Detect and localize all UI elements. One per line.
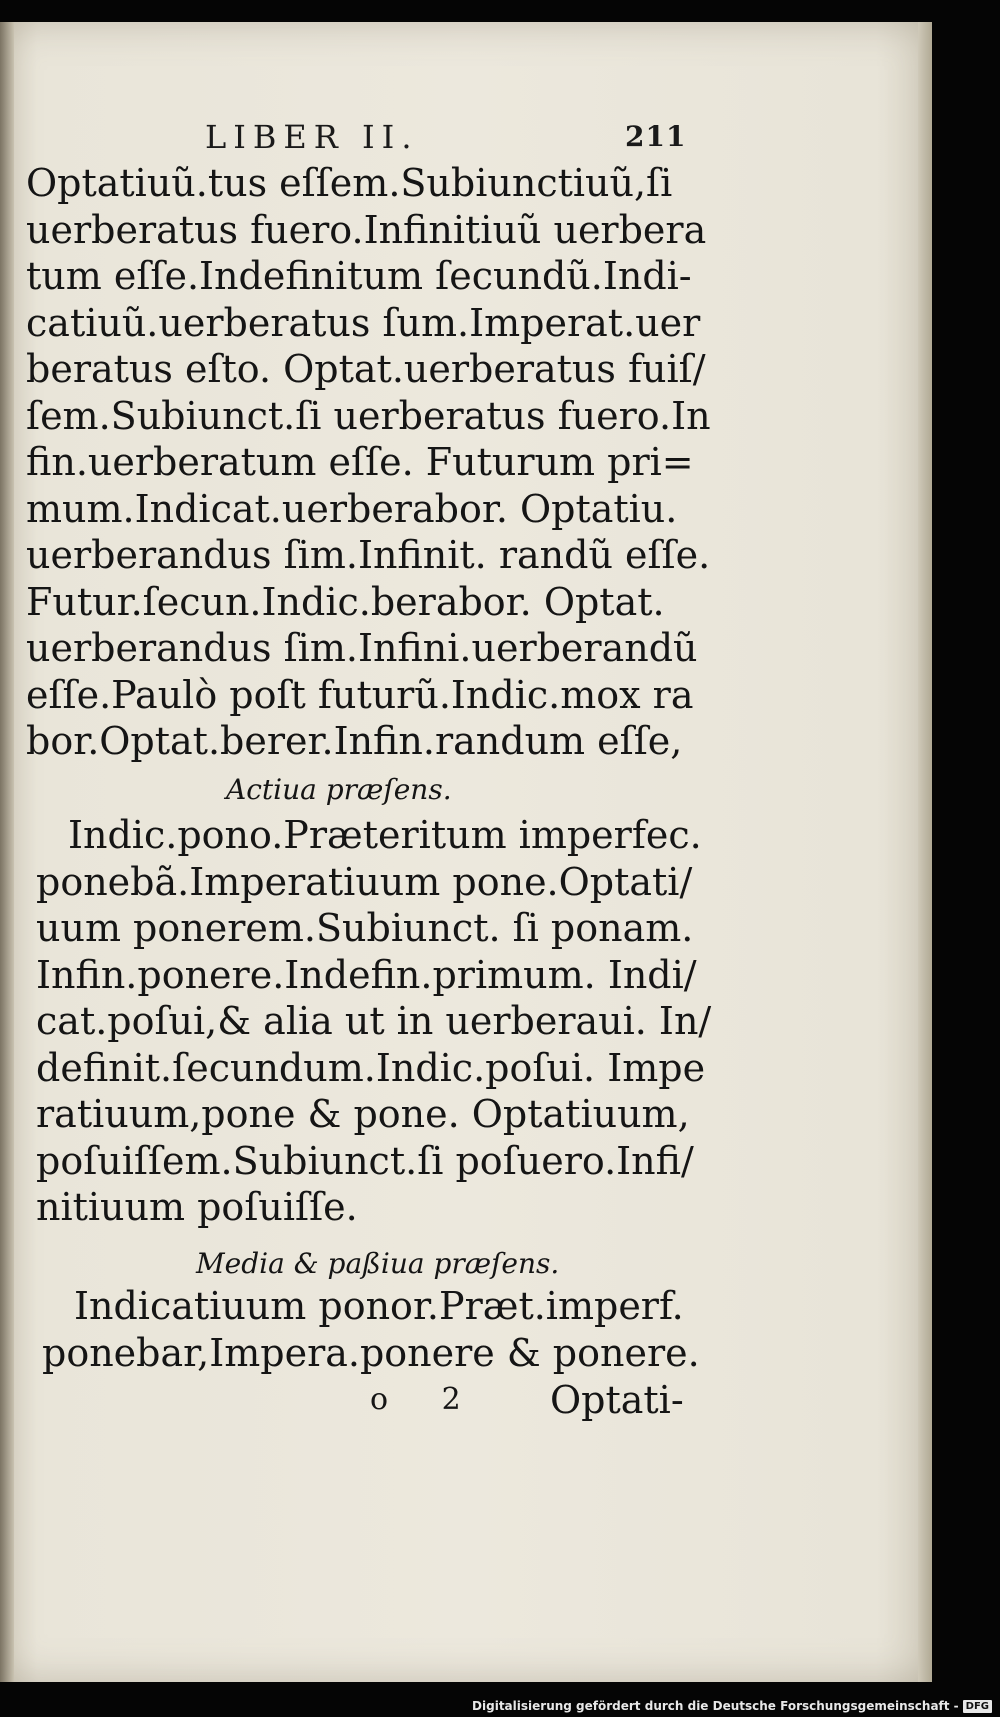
section-heading-active: Actiua præſens.: [226, 772, 452, 806]
credit-text: Digitalisierung gefördert durch die Deutsche Forschungsgemeinschaft -: [472, 1699, 959, 1713]
page-number: 211: [625, 120, 687, 153]
text-line: fin.uerberatum eſſe. Futurum pri=: [26, 440, 694, 484]
page-foot: [370, 1377, 710, 1423]
text-line: definit.ſecundum.Indic.poſui. Impe: [36, 1045, 706, 1090]
page-outer-edge: [918, 22, 932, 1682]
text-line: uerberatus fuero.Infinitiuũ uerbera: [26, 207, 707, 252]
text-line: ponebar,Impera.ponere & ponere.: [42, 1330, 700, 1375]
text-line: Infin.ponere.Indefin.primum. Indi/: [36, 952, 697, 997]
text-line: ſem.Subiunct.ſi uerberatus fuero.In: [26, 393, 711, 438]
text-line: Indicatiuum ponor.Præt.imperf.: [74, 1284, 684, 1328]
text-line: bor.Optat.berer.Infin.randum eſſe,: [26, 719, 683, 763]
text-line: tum eſſe.Indefinitum ſecundũ.Indi-: [26, 254, 692, 298]
catchword: Optati-: [550, 1378, 684, 1422]
page-spine-edge: [0, 22, 14, 1682]
text-line: uerberandus ſim.Infinit. randũ eſſe.: [26, 533, 711, 577]
text-line: poſuiſſem.Subiunct.ſi poſuero.Infi/: [36, 1138, 694, 1183]
digitization-credit: [472, 1697, 992, 1715]
text-line: Indic.pono.Præteritum imperfec.: [68, 813, 702, 857]
text-line: catiuũ.uerberatus ſum.Imperat.uer: [26, 300, 701, 345]
text-line: uum ponerem.Subiunct. ſi ponam.: [36, 906, 694, 950]
text-line: ratiuum,pone & pone. Optatiuum,: [36, 1092, 690, 1136]
text-line: uerberandus ſim.Infini.uerberandũ: [26, 626, 698, 670]
text-line: cat.poſui,& alia ut in uerberaui. In/: [36, 999, 712, 1043]
running-header: [205, 118, 685, 158]
text-line: mum.Indicat.uerberabor. Optatiu.: [26, 486, 678, 531]
running-title: LIBER II.: [205, 118, 419, 156]
dfg-logo: DFG: [963, 1700, 992, 1713]
text-line: beratus eſto. Optat.uerberatus fuiſ/: [26, 347, 706, 391]
text-line: Optatiuũ.tus eſſem.Subiunctiuũ,ſi: [26, 161, 673, 205]
text-line: Futur.ſecun.Indic.berabor. Optat.: [26, 579, 665, 624]
active-text-block: [36, 812, 716, 1231]
section-heading-passive: Media & paßiua præſens.: [196, 1247, 560, 1280]
text-line: ponebã.Imperatiuum pone.Optati/: [36, 859, 693, 904]
body-text-block: [26, 160, 711, 811]
text-line: eſſe.Paulò poſt futurũ.Indic.mox ra: [26, 672, 694, 717]
passive-text-block: [42, 1283, 722, 1376]
signature-mark: o 2: [370, 1382, 483, 1417]
text-line: nitiuum poſuiſſe.: [36, 1185, 358, 1229]
